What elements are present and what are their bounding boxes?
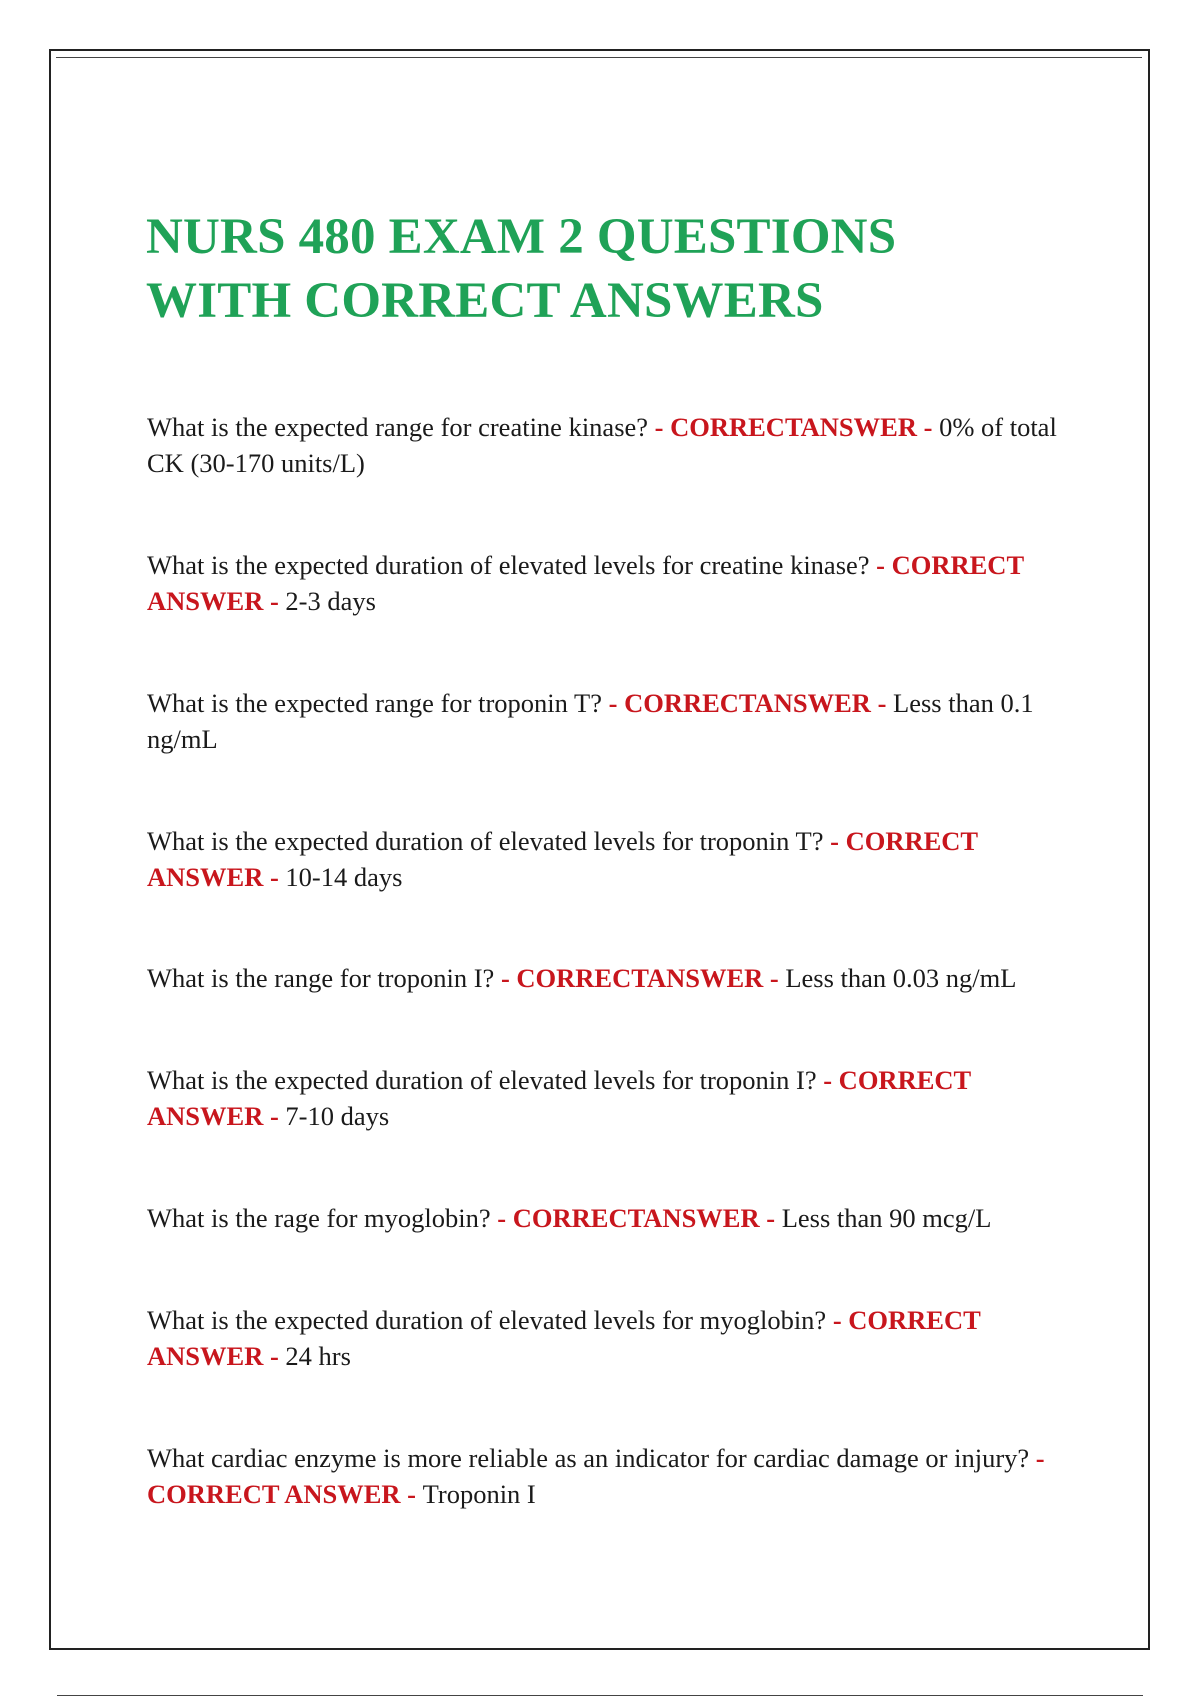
qa-item-4 xyxy=(147,823,1077,895)
correct-answer-label: - CORRECTANSWER - xyxy=(497,1203,782,1233)
answer-text: Less than 0.1 ng/mL xyxy=(147,688,1034,754)
question-text: What is the range for troponin I? xyxy=(147,963,501,993)
qa-item-7 xyxy=(147,1200,1077,1236)
top-rule xyxy=(56,57,1142,58)
answer-text: 2-3 days xyxy=(285,586,376,616)
qa-item-8 xyxy=(147,1302,1077,1374)
correct-answer-label: - CORRECT ANSWER - xyxy=(147,826,978,892)
question-text: What cardiac enzyme is more reliable as an indicator for cardiac damage or injury? xyxy=(147,1443,1036,1473)
correct-answer-label: - CORRECT ANSWER - xyxy=(147,1065,971,1131)
qa-item-1 xyxy=(147,409,1077,481)
title-line-2: WITH CORRECT ANSWERS xyxy=(146,273,824,329)
title-line-1: NURS 480 EXAM 2 QUESTIONS xyxy=(146,209,897,265)
qa-item-5 xyxy=(147,960,1107,996)
correct-answer-label: - CORRECTANSWER - xyxy=(608,688,894,718)
question-text: What is the expected range for creatine kinase? xyxy=(147,412,655,442)
document-title xyxy=(146,205,1046,333)
qa-item-9 xyxy=(147,1440,1077,1512)
qa-item-3 xyxy=(147,685,1077,757)
question-text: What is the expected range for troponin T? xyxy=(147,688,609,718)
correct-answer-label: - CORRECTANSWER - xyxy=(654,412,940,442)
correct-answer-label: - CORRECT ANSWER - xyxy=(147,1305,981,1371)
question-text: What is the expected duration of elevated levels for creatine kinase? xyxy=(147,550,877,580)
bottom-rule xyxy=(57,1695,1143,1696)
correct-answer-label: - CORRECT ANSWER - xyxy=(147,550,1024,616)
question-text: What is the expected duration of elevated levels for troponin T? xyxy=(147,826,831,856)
answer-text: Less than 0.03 ng/mL xyxy=(785,963,1017,993)
answer-text: Troponin I xyxy=(422,1479,536,1509)
qa-item-2 xyxy=(147,547,1077,619)
question-text: What is the expected duration of elevated levels for myoglobin? xyxy=(147,1305,833,1335)
correct-answer-label: - CORRECTANSWER - xyxy=(500,963,786,993)
answer-text: Less than 90 mcg/L xyxy=(781,1203,992,1233)
correct-answer-label: - CORRECT ANSWER - xyxy=(147,1443,1045,1509)
qa-item-6 xyxy=(147,1062,1077,1134)
answer-text: 24 hrs xyxy=(285,1341,351,1371)
question-text: What is the expected duration of elevated levels for troponin I? xyxy=(147,1065,824,1095)
answer-text: 0% of total CK (30-170 units/L) xyxy=(147,412,1057,478)
answer-text: 10-14 days xyxy=(285,862,403,892)
answer-text: 7-10 days xyxy=(285,1101,390,1131)
question-text: What is the rage for myoglobin? xyxy=(147,1203,498,1233)
